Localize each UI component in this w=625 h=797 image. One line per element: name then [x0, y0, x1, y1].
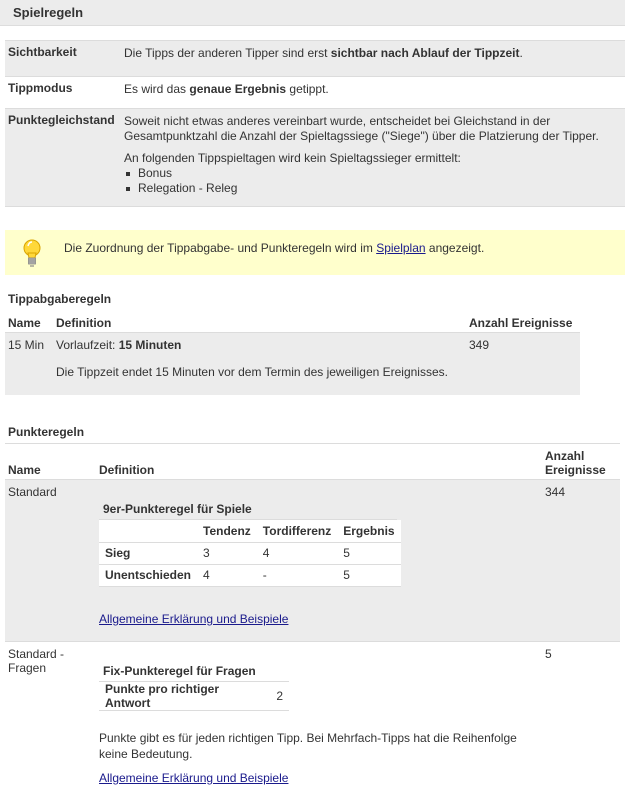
list-item: Relegation - Releg: [124, 181, 625, 196]
hint-box: [5, 230, 625, 275]
event-count: 5: [545, 647, 552, 661]
rule-row-punktegleichstand: [5, 108, 625, 207]
event-count: 349: [469, 338, 490, 352]
col-header-name: Name: [8, 316, 41, 330]
rule-name: 15 Min: [8, 338, 45, 352]
rule-label: Sichtbarkeit: [8, 45, 77, 59]
rule-name: Standard: [8, 485, 57, 499]
rule-row-sichtbarkeit: [5, 40, 625, 76]
col-header-definition: Definition: [99, 463, 155, 477]
no-winner-text: An folgenden Tippspieltagen wird kein Spieltagssieger ermittelt:: [124, 151, 461, 165]
cell: 5: [337, 564, 400, 586]
col-header-name: Name: [8, 463, 41, 477]
rules-table: [5, 40, 625, 207]
cell: 5: [337, 542, 400, 564]
rule-name: Standard - Fragen: [8, 647, 65, 675]
spielplan-link[interactable]: Spielplan: [376, 241, 426, 255]
section-title-tippabgabe: Tippabgaberegeln: [8, 292, 112, 306]
row-label: Sieg: [99, 542, 197, 564]
col-header-count-line1: Anzahl: [545, 449, 585, 463]
event-count: 344: [545, 485, 566, 499]
rule-label: Punktegleichstand: [8, 113, 115, 127]
tie-rule-text: Soweit nicht etwas anderes vereinbart wurde, entscheidet bei Gleichstand in der Gesamtpunktzahl die Anzahl der Spieltagssiege ("Siege") über die Platzierung der Tipper.: [124, 114, 599, 143]
punkte-table: [5, 443, 620, 797]
col-header-count-line2: Ereignisse: [545, 463, 606, 477]
cell: 3: [197, 542, 257, 564]
rule-label: Tippmodus: [8, 81, 73, 95]
rule-note: Die Tippzeit endet 15 Minuten vor dem Termin des jeweiligen Ereignisses.: [56, 365, 448, 379]
list-item: Bonus: [124, 166, 625, 181]
col-header-count: Anzahl Ereignisse: [469, 316, 573, 330]
points-table: [99, 682, 289, 711]
col-header: Ergebnis: [337, 520, 400, 542]
rule-definition: Vorlaufzeit: 15 Minuten: [56, 338, 182, 352]
rule-value: Die Tipps der anderen Tipper sind erst sichtbar nach Ablauf der Tippzeit.: [124, 46, 523, 60]
cell: 4: [197, 564, 257, 586]
col-header-definition: Definition: [56, 316, 112, 330]
points-table: [99, 520, 401, 587]
table-row: [5, 642, 620, 797]
row-label: Punkte pro richtiger Antwort: [99, 682, 270, 711]
rule-value: Es wird das genaue Ergebnis getippt.: [124, 82, 329, 96]
table-header: [5, 443, 620, 480]
hint-text: Die Zuordnung der Tippabgabe- und Punkteregeln wird im Spielplan angezeigt.: [64, 241, 485, 255]
table-header: [5, 312, 580, 333]
tippabgabe-table: [5, 312, 580, 395]
section-title-punkte: Punkteregeln: [8, 425, 85, 439]
cell: -: [257, 564, 337, 586]
no-winner-list: [124, 166, 625, 196]
page-title: Spielregeln: [13, 5, 84, 20]
explanation-link[interactable]: Allgemeine Erklärung und Beispiele: [99, 771, 289, 785]
row-label: Unentschieden: [99, 564, 197, 586]
rule-note: Punkte gibt es für jeden richtigen Tipp. Bei Mehrfach-Tipps hat die Reihenfolge keine Bedeutung.: [99, 731, 517, 761]
rule-subtitle: 9er-Punkteregel für Spiele: [103, 502, 252, 516]
cell: 4: [257, 542, 337, 564]
cell: 2: [270, 682, 289, 711]
lightbulb-icon: [22, 238, 42, 268]
explanation-link[interactable]: Allgemeine Erklärung und Beispiele: [99, 612, 289, 626]
rule-value: [124, 109, 625, 200]
col-header: Tordifferenz: [257, 520, 337, 542]
col-header: Tendenz: [197, 520, 257, 542]
title-bar: [0, 0, 625, 26]
rule-row-tippmodus: [5, 76, 625, 108]
rule-subtitle: Fix-Punkteregel für Fragen: [103, 664, 256, 678]
table-row: [5, 333, 580, 395]
table-row: [5, 480, 620, 642]
